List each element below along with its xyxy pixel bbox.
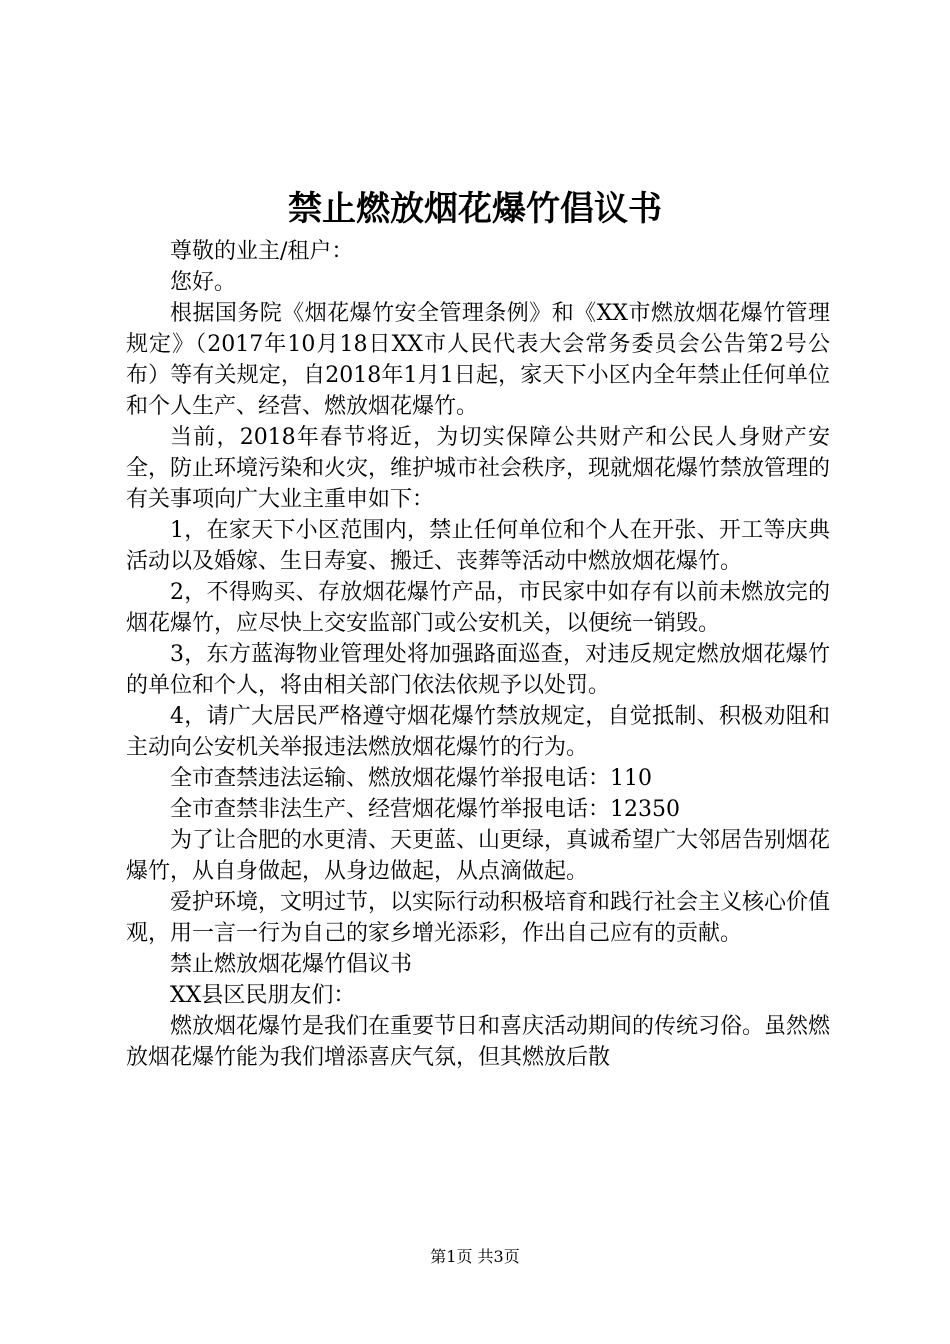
second-title: 禁止燃放烟花爆竹倡议书 — [170, 952, 413, 977]
paragraph-regulation: 根据国务院《烟花爆竹安全管理条例》和《XX市燃放烟花爆竹管理规定》（2017年10月18日XX市人民代表大会常务委员会公告第2号公布）等有关规定，自2018年1月1日起，家天下小区内全年禁止任何单位和个人生产、经营、燃放烟花爆竹。 — [126, 301, 830, 419]
hotline-110: 全市查禁违法运输、燃放烟花爆竹举报电话：110 — [170, 766, 652, 791]
item-2: 2，不得购买、存放烟花爆竹产品，市民家中如存有以前未燃放完的烟花爆竹，应尽快上交安监部门或公安机关，以便统一销毁。 — [126, 580, 830, 636]
document-title: 禁止燃放烟花爆竹倡议书 — [288, 189, 662, 229]
document-body — [126, 236, 830, 1073]
paragraph-tradition: 燃放烟花爆竹是我们在重要节日和喜庆活动期间的传统习俗。虽然燃放烟花爆竹能为我们增添喜庆气氛，但其燃放后散 — [126, 1014, 831, 1070]
paragraph-current: 当前，2018年春节将近，为切实保障公共财产和公民人身财产安全，防止环境污染和火灾，维护城市社会秩序，现就烟花爆竹禁放管理的有关事项向广大业主重申如下： — [126, 425, 831, 512]
item-4: 4，请广大居民严格遵守烟花爆竹禁放规定，自觉抵制、积极劝阻和主动向公安机关举报违法燃放烟花爆竹的行为。 — [126, 704, 830, 760]
item-3: 3，东方蓝海物业管理处将加强路面巡查，对违反规定燃放烟花爆竹的单位和个人，将由相关部门依法依规予以处罚。 — [126, 642, 830, 698]
paragraph-civilization: 爱护环境，文明过节，以实际行动积极培育和践行社会主义核心价值观，用一言一行为自己的家乡增光添彩，作出自己应有的贡献。 — [126, 890, 831, 946]
second-salutation: XX县区民朋友们： — [170, 983, 356, 1008]
item-1: 1，在家天下小区范围内，禁止任何单位和个人在开张、开工等庆典活动以及婚嫁、生日寿宴、搬迁、丧葬等活动中燃放烟花爆竹。 — [126, 518, 830, 574]
paragraph-appeal: 为了让合肥的水更清、天更蓝、山更绿，真诚希望广大邻居告别烟花爆竹，从自身做起，从身边做起，从点滴做起。 — [126, 828, 831, 884]
page-footer: 第1页 共3页 — [430, 1247, 520, 1266]
hotline-12350: 全市查禁非法生产、经营烟花爆竹举报电话：12350 — [170, 797, 680, 822]
greeting: 您好。 — [170, 270, 237, 295]
salutation: 尊敬的业主/租户： — [170, 239, 354, 264]
